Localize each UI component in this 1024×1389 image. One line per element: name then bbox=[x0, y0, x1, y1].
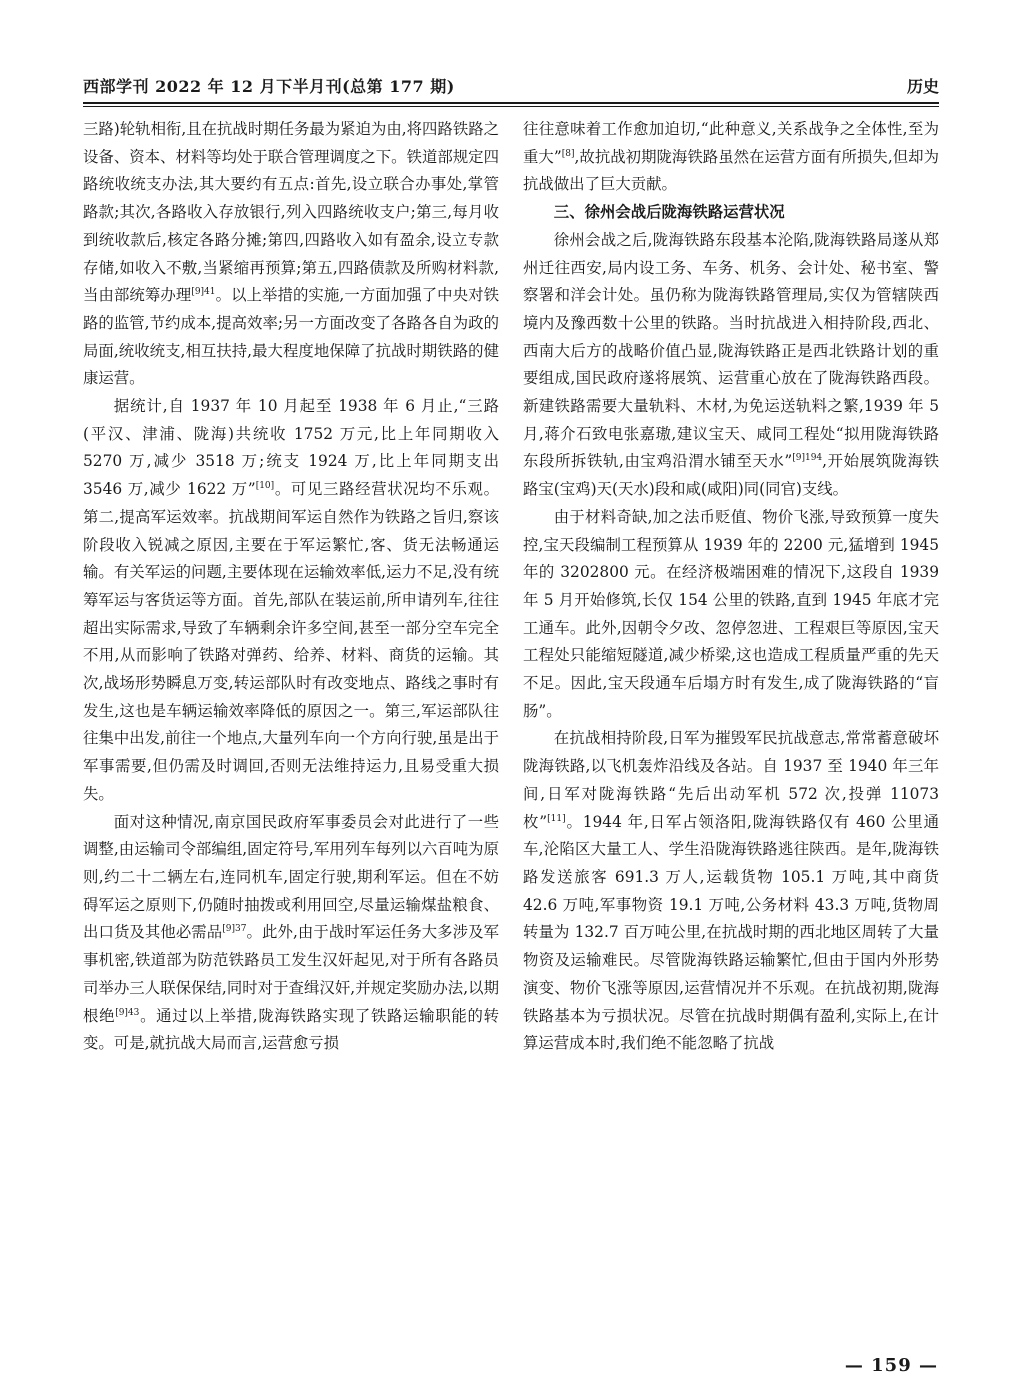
paragraph: 面对这种情况,南京国民政府军事委员会对此进行了一些调整,由运输司令部编组,固定符号,军用列车每列以六百吨为原则,约二十二辆左右,连同机车,固定行驶,期利军运。但在不妨碍军运之原则下,仍随时抽拨或利用回空,尽量运输煤盐粮食、出口货及其他必需品$^{[9]37}$。此外,由于战时军运任务大多涉及军事机密,铁道部为防范铁路员工发生汉奸起见,对于所有各路员司举办三人联保保结,同时对于查缉汉奸,并规定奖励办法,以期根绝$^{[9]43}$。通过以上举措,陇海铁路实现了铁路运输职能的转变。可是,就抗战大局而言,运营愈亏损 bbox=[83, 812, 499, 1053]
paragraph: 三路)轮轨相衔,且在抗战时期任务最为紧迫为由,将四路铁路之设备、资本、材料等均处于联合管理调度之下。铁道部规定四路统收统支办法,其大要约有五点:首先,设立联合办事处,掌管路款;其次,各路收入存放银行,列入四路统收支户;第三,每月收到统收款后,核定各路分摊;第四,四路收入如有盈余,设立专款存储,如收入不敷,当紧缩再预算;第五,四路债款及所购材料款,当由部统筹办理$^{[9]41}$。以上举措的实施,一方面加强了中央对铁路的监管,节约成本,提高效率;另一方面改变了各路各自为政的局面,统收统支,相互扶持,最大程度地保障了抗战时期铁路的健康运营。 bbox=[83, 120, 499, 388]
section-heading: 三、徐州会战后陇海铁路运营状况 bbox=[553, 203, 785, 222]
paragraph: 据统计,自 1937 年 10 月起至 1938 年 6 月止,“三路(平汉、津浦、陇海)共统收 1752 万元,比上年同期收入 5270 万,减少 3518 万;统支 1924 万,比上年同期支出 3546 万,减少 1622 万”[10]。可见三路经营状况均不乐观。第二,提高军运效率。抗战期间军运自然作为铁路之旨归,察该阶段收入锐减之原因,主要在于军运繁忙,客、货无法畅通运输。有关军运的问题,主要体现在运输效率低,运力不足,没有统筹军运与客货运等方面。首先,部队在装运前,所申请列车,往往超出实际需求,导致了车辆剩余许多空间,甚至一部分空车完全不用,从而影响了铁路对弹药、给养、材料、商货的运输。其次,战场形势瞬息万变,转运部队时有改变地点、路线之事时有发生,这也是车辆运输效率降低的原因之一。第三,军运部队往往集中出发,前往一个地点,大量列车向一个方向行驶,虽是出于军事需要,但仍需及时调回,否则无法维持运力,且易受重大损失。 bbox=[83, 397, 499, 803]
citation: [10] bbox=[255, 481, 275, 492]
citation: [11] bbox=[547, 813, 566, 824]
header-rule-thick bbox=[83, 102, 939, 104]
journal-title: 西部学刊 2022 年 12 月下半月刊(总第 177 期) bbox=[83, 77, 455, 96]
header-rule-thin bbox=[83, 106, 939, 107]
page-number: — 159 — bbox=[844, 1355, 938, 1376]
citation: [9]37 bbox=[222, 924, 247, 935]
running-header bbox=[83, 70, 939, 104]
left-column bbox=[83, 116, 499, 1058]
paragraph: 在抗战相持阶段,日军为摧毁军民抗战意志,常常蓄意破坏陇海铁路,以飞机轰炸沿线及各站。自 1937 至 1940 年三年间,日军对陇海铁路“先后出动军机 572 次,投弹 11073 枚”[11]。1944 年,日军占领洛阳,陇海铁路仅有 460 公里通车,沦陷区大量工人、学生沿陇海铁路逃往陕西。是年,陇海铁路发送旅客 691.3 万人,运载货物 105.1 万吨,其中商货 42.6 万吨,军事物资 19.1 万吨,公务材料 43.3 万吨,货物周转量为 132.7 百万吨公里,在抗战时期的西北地区周转了大量物资及运输难民。尽管陇海铁路运输繁忙,但由于国内外形势演变、物价飞涨等原因,运营情况并不乐观。在抗战初期,陇海铁路基本为亏损状况。尽管在抗战时期偶有盈利,实际上,在计算运营成本时,我们绝不能忽略了抗战 bbox=[523, 729, 939, 1053]
citation: [9]41 bbox=[191, 287, 216, 298]
citation: [9]43 bbox=[115, 1007, 140, 1018]
section-name: 历史 bbox=[906, 77, 939, 96]
citation: [9]194 bbox=[792, 453, 823, 464]
paragraph: 徐州会战之后,陇海铁路东段基本沦陷,陇海铁路局遂从郑州迁往西安,局内设工务、车务、机务、会计处、秘书室、警察署和洋会计处。虽仍称为陇海铁路管理局,实仅为管辖陕西境内及豫西数十公里的铁路。当时抗战进入相持阶段,西北、西南大后方的战略价值凸显,陇海铁路正是西北铁路计划的重要组成,国民政府遂将展筑、运营重心放在了陇海铁路西段。新建铁路需要大量轨料、木材,为免运送轨料之繁,1939 年 5 月,蒋介石致电张嘉璈,建议宝天、咸同工程处“拟用陇海铁路东段所拆铁轨,由宝鸡沿渭水铺至天水”$^{[9]194}$,开始展筑陇海铁路宝(宝鸡)天(天水)段和咸(咸阳)同(同官)支线。 bbox=[523, 230, 939, 499]
right-column bbox=[523, 116, 939, 1058]
paragraph: 由于材料奇缺,加之法币贬值、物价飞涨,导致预算一度失控,宝天段编制工程预算从 1939 年的 2200 元,猛增到 1945 年的 3202800 元。在经济极端困难的情况下,这段自 1939 年 5 月开始修筑,长仅 154 公里的铁路,直到 1945 年底才完工通车。此外,因朝令夕改、忽停忽进、工程艰巨等原因,宝天工程处只能缩短隧道,减少桥梁,这也造成工程质量严重的先天不足。因此,宝天段通车后塌方时有发生,成了陇海铁路的“盲肠”。 bbox=[523, 507, 939, 720]
paragraph: 往往意味着工作愈加迫切,“此种意义,关系战争之全体性,至为重大”[8],故抗战初期陇海铁路虽然在运营方面有所损失,但却为抗战做出了巨大贡献。 bbox=[523, 120, 939, 194]
citation: [8] bbox=[561, 148, 575, 159]
